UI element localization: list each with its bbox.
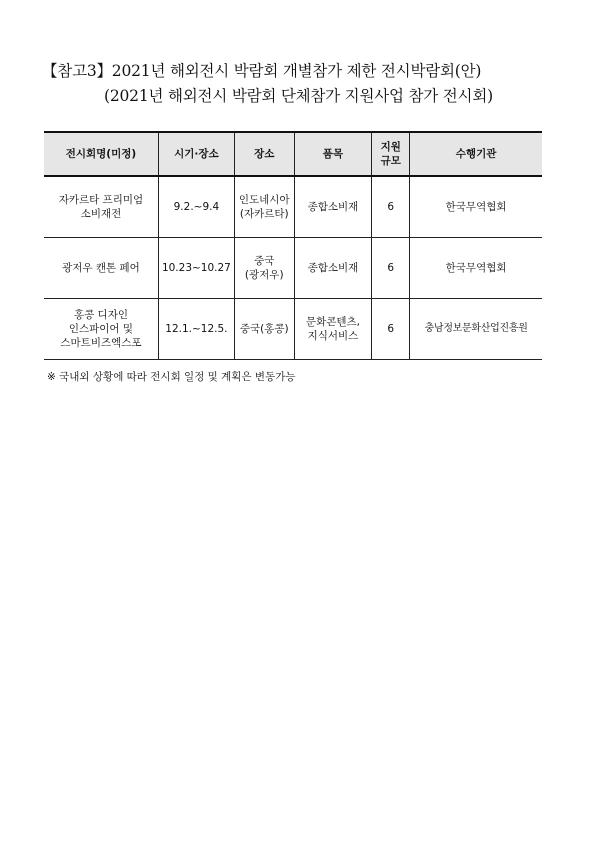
- cell-scale: 6: [372, 237, 410, 298]
- document-subtitle: (2021년 해외전시 박람회 단체참가 지원사업 참가 전시회): [104, 87, 493, 105]
- cell-name: [44, 298, 158, 359]
- cell-place-line: 중국: [254, 254, 275, 267]
- footnote: ※ 국내외 상황에 따라 전시회 일정 및 계획은 변동가능: [47, 371, 296, 383]
- cell-period: 9.2.~9.4: [158, 176, 234, 237]
- cell-name-line: 인스파이어 및: [68, 322, 134, 335]
- cell-item: 종합소비재: [294, 176, 372, 237]
- cell-item: 종합소비재: [294, 237, 372, 298]
- table-row: [44, 176, 542, 237]
- exhibition-table: [44, 131, 542, 360]
- table-row: [44, 298, 542, 359]
- cell-place: [234, 176, 294, 237]
- header-item: 품목: [294, 132, 372, 176]
- cell-item-line: 지식서비스: [307, 329, 359, 342]
- cell-item: [294, 298, 372, 359]
- document-title: 【참고3】2021년 해외전시 박람회 개별참가 제한 전시박람회(안): [42, 62, 482, 80]
- cell-place: 중국(홍콩): [234, 298, 294, 359]
- cell-name-line: 스마트비즈엑스포: [60, 336, 142, 349]
- cell-name: 광저우 캔톤 페어: [44, 237, 158, 298]
- cell-place-line: (광저우): [244, 268, 284, 281]
- cell-agency: 한국무역협회: [410, 176, 542, 237]
- cell-name-line: 홍콩 디자인: [73, 308, 128, 321]
- cell-name-line: 소비재전: [80, 207, 122, 220]
- cell-place-line: 인도네시아: [238, 193, 290, 206]
- cell-name-line: 자카르타 프리미엄: [58, 193, 144, 206]
- header-period: 시기·장소: [158, 132, 234, 176]
- cell-period: 10.23~10.27: [158, 237, 234, 298]
- header-place: 장소: [234, 132, 294, 176]
- header-name: 전시회명(미정): [44, 132, 158, 176]
- header-scale-line2: 규모: [380, 155, 401, 167]
- cell-period: 12.1.~12.5.: [158, 298, 234, 359]
- cell-agency: 한국무역협회: [410, 237, 542, 298]
- cell-scale: 6: [372, 298, 410, 359]
- table-header-row: [44, 132, 542, 176]
- cell-place-line: (자카르타): [239, 207, 289, 220]
- cell-agency: 충남정보문화산업진흥원: [410, 298, 542, 359]
- cell-scale: 6: [372, 176, 410, 237]
- header-scale-line1: 지원: [380, 141, 401, 153]
- header-scale: [372, 132, 410, 176]
- cell-place: [234, 237, 294, 298]
- header-agency: 수행기관: [410, 132, 542, 176]
- table-row: [44, 237, 542, 298]
- cell-name: [44, 176, 158, 237]
- cell-item-line: 문화콘텐츠,: [305, 315, 360, 328]
